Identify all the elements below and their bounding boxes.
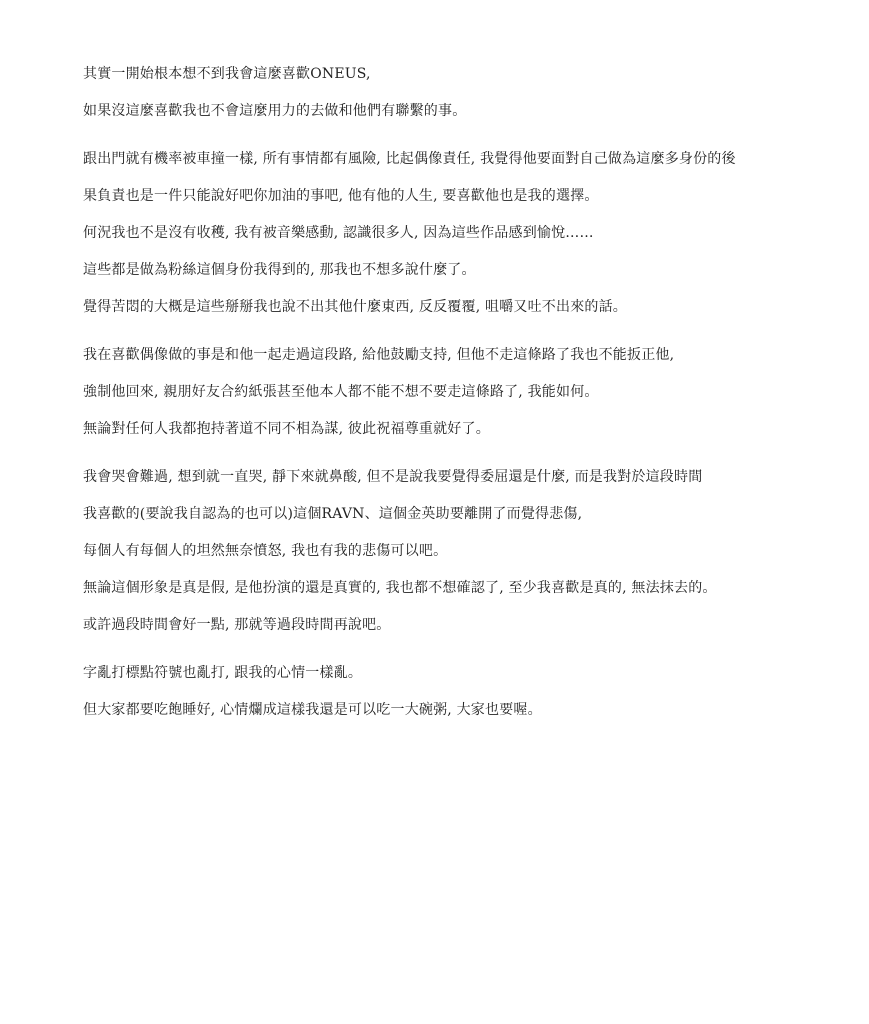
text-line: 但大家都要吃飽睡好, 心情爛成這樣我還是可以吃一大碗粥, 大家也要喔。 <box>83 702 542 718</box>
document-body <box>83 64 843 748</box>
text-line: 何況我也不是沒有收穫, 我有被音樂感動, 認識很多人, 因為這些作品感到愉悅…… <box>83 225 594 241</box>
text-line: 我喜歡的(要說我自認為的也可以)這個RAVN、這個金英助要離開了而覺得悲傷, <box>83 506 583 522</box>
text-line: 或許過段時間會好一點, 那就等過段時間再說吧。 <box>83 617 391 633</box>
text-line: 跟出門就有機率被車撞一樣, 所有事情都有風險, 比起偶像責任, 我覺得他要面對自己做為這麼多身份的後 <box>83 151 736 167</box>
text-line: 強制他回來, 親朋好友合約紙張甚至他本人都不能不想不要走這條路了, 我能如何。 <box>83 384 599 400</box>
text-line: 無論這個形象是真是假, 是他扮演的還是真實的, 我也都不想確認了, 至少我喜歡是真的, 無法抹去的。 <box>83 580 717 596</box>
paragraph-4 <box>83 467 843 635</box>
text-line: 覺得苦悶的大概是這些掰掰我也說不出其他什麼東西, 反反覆覆, 咀嚼又吐不出來的話。 <box>83 299 627 315</box>
text-line: 果負責也是一件只能說好吧你加油的事吧, 他有他的人生, 要喜歡他也是我的選擇。 <box>83 188 599 204</box>
text-line: 無論對任何人我都抱持著道不同不相為謀, 彼此祝福尊重就好了。 <box>83 421 490 437</box>
text-line: 這些都是做為粉絲這個身份我得到的, 那我也不想多說什麼了。 <box>83 262 476 278</box>
text-line: 每個人有每個人的坦然無奈憤怒, 我也有我的悲傷可以吧。 <box>83 543 448 559</box>
text-line: 我在喜歡偶像做的事是和他一起走過這段路, 給他鼓勵支持, 但他不走這條路了我也不能扳正他, <box>83 347 675 363</box>
paragraph-5 <box>83 663 843 720</box>
text-line: 我會哭會難過, 想到就一直哭, 靜下來就鼻酸, 但不是說我要覺得委屈還是什麼, 而是我對於這段時間 <box>83 469 703 485</box>
text-line: 其實一開始根本想不到我會這麼喜歡ONEUS, <box>83 66 371 82</box>
paragraph-3 <box>83 345 843 439</box>
text-line: 如果沒這麼喜歡我也不會這麼用力的去做和他們有聯繫的事。 <box>83 103 467 119</box>
paragraph-1 <box>83 64 843 121</box>
text-line: 字亂打標點符號也亂打, 跟我的心情一樣亂。 <box>83 665 363 681</box>
paragraph-2 <box>83 149 843 317</box>
